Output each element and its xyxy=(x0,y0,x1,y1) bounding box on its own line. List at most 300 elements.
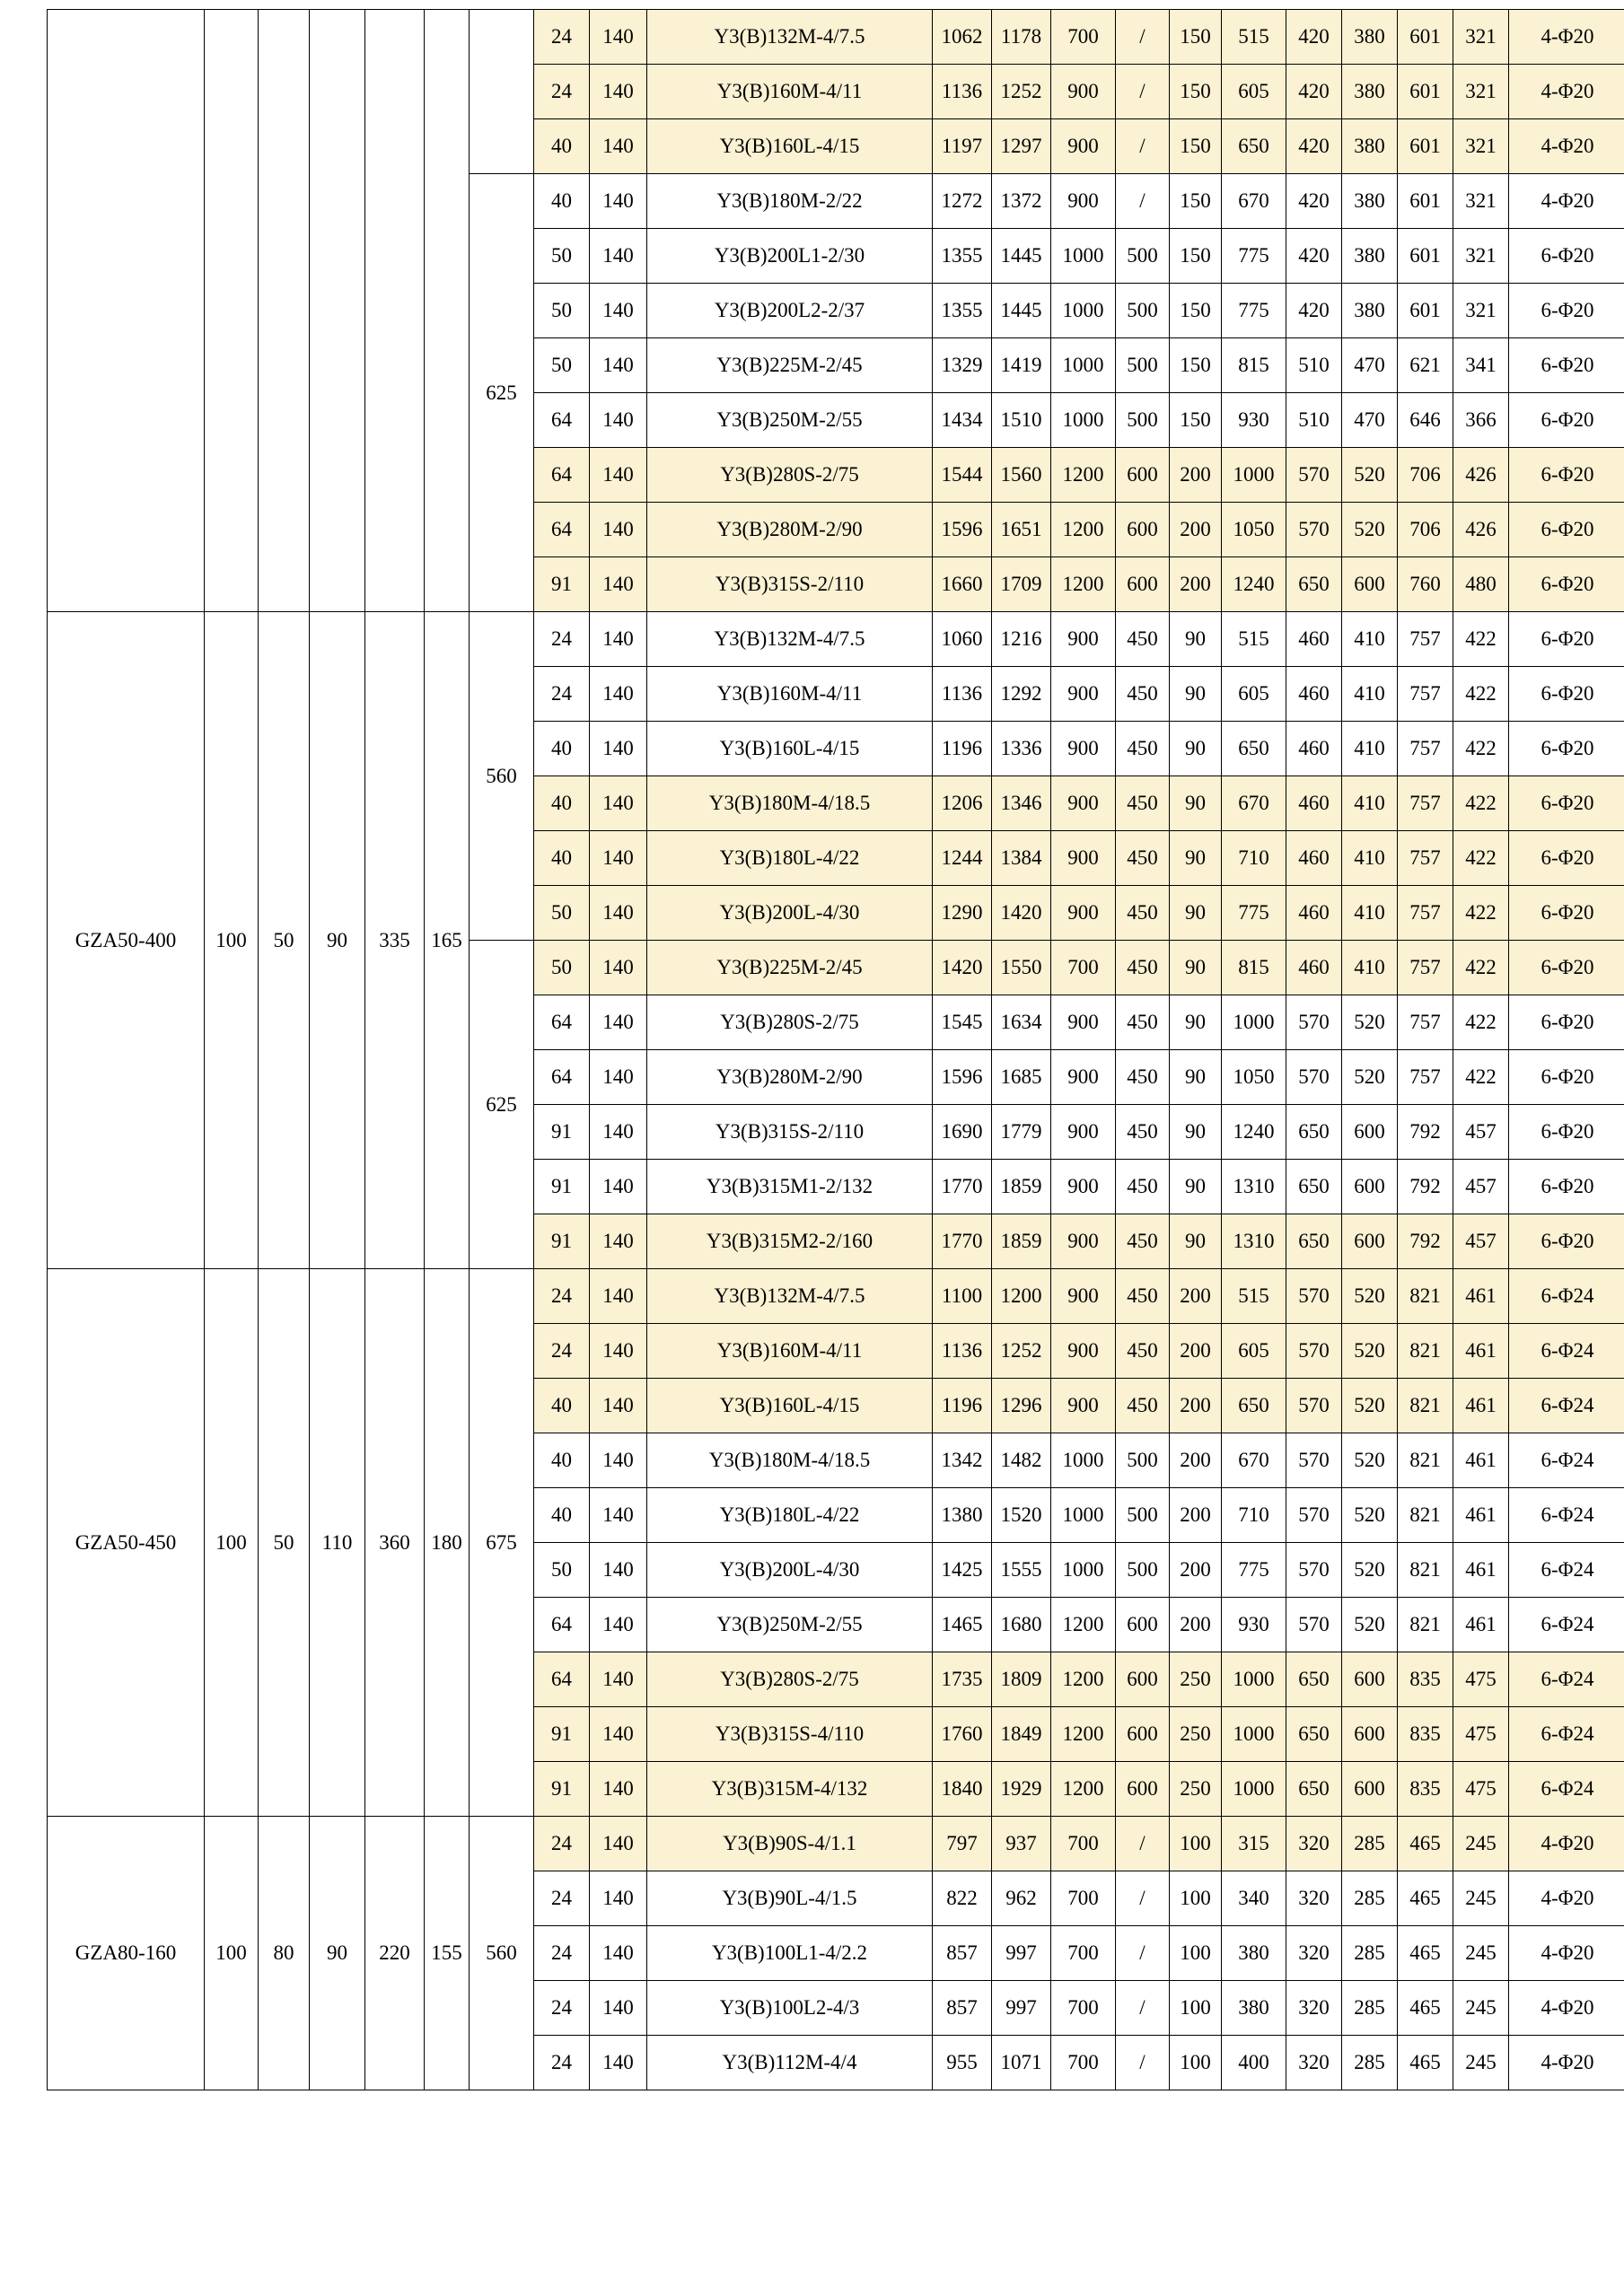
cell-q: 650 xyxy=(1286,1214,1342,1269)
cell-p: 1000 xyxy=(1222,1762,1286,1817)
cell-n: 100 xyxy=(1170,1817,1222,1871)
cell-m1: 700 xyxy=(1051,1981,1116,2036)
cell-l1: 1290 xyxy=(933,886,992,941)
cell-d: 360 xyxy=(365,1269,425,1817)
cell-r: 520 xyxy=(1342,1488,1398,1543)
cell-m2: 450 xyxy=(1116,1214,1170,1269)
cell-p: 650 xyxy=(1222,1379,1286,1433)
cell-s: 835 xyxy=(1398,1707,1453,1762)
cell-s: 835 xyxy=(1398,1652,1453,1707)
cell-n: 90 xyxy=(1170,776,1222,831)
cell-l2: 1520 xyxy=(992,1488,1051,1543)
cell-h: 140 xyxy=(590,612,647,667)
cell-n: 200 xyxy=(1170,1488,1222,1543)
cell-n: 200 xyxy=(1170,1598,1222,1652)
cell-l1: 1735 xyxy=(933,1652,992,1707)
cell-r: 520 xyxy=(1342,1433,1398,1488)
cell-r: 410 xyxy=(1342,722,1398,776)
cell-motor: Y3(B)315S-2/110 xyxy=(647,557,933,612)
cell-s: 821 xyxy=(1398,1598,1453,1652)
cell-q: 320 xyxy=(1286,2036,1342,2090)
cell-h: 140 xyxy=(590,886,647,941)
cell-m1: 1200 xyxy=(1051,557,1116,612)
cell-l1: 1060 xyxy=(933,612,992,667)
cell-motor: Y3(B)160M-4/11 xyxy=(647,65,933,119)
cell-l1: 1342 xyxy=(933,1433,992,1488)
cell-m1: 1200 xyxy=(1051,1598,1116,1652)
cell-n: 90 xyxy=(1170,1105,1222,1160)
cell-bolts: 6-Φ20 xyxy=(1509,831,1624,886)
cell-bolts: 6-Φ24 xyxy=(1509,1379,1624,1433)
cell-bolts: 6-Φ20 xyxy=(1509,557,1624,612)
cell-m1: 1200 xyxy=(1051,448,1116,503)
cell-g: 40 xyxy=(534,831,590,886)
cell-m2: 600 xyxy=(1116,1707,1170,1762)
cell-l2: 1372 xyxy=(992,174,1051,229)
cell-p: 650 xyxy=(1222,119,1286,174)
cell-motor: Y3(B)250M-2/55 xyxy=(647,393,933,448)
cell-l2: 1859 xyxy=(992,1160,1051,1214)
cell-e: 180 xyxy=(425,1269,470,1817)
cell-p: 710 xyxy=(1222,1488,1286,1543)
cell-l1: 1545 xyxy=(933,995,992,1050)
cell-bolts: 4-Φ20 xyxy=(1509,1981,1624,2036)
cell-model: GZA80-160 xyxy=(48,1817,205,2090)
cell-g: 24 xyxy=(534,1269,590,1324)
cell-q: 650 xyxy=(1286,1762,1342,1817)
cell-n: 90 xyxy=(1170,995,1222,1050)
cell-r: 600 xyxy=(1342,557,1398,612)
cell-q: 650 xyxy=(1286,557,1342,612)
cell-q: 460 xyxy=(1286,886,1342,941)
cell-r: 600 xyxy=(1342,1652,1398,1707)
cell-r: 285 xyxy=(1342,1926,1398,1981)
cell-r: 410 xyxy=(1342,886,1398,941)
cell-s: 757 xyxy=(1398,722,1453,776)
cell-t: 422 xyxy=(1453,886,1509,941)
cell-l1: 1355 xyxy=(933,229,992,284)
cell-h: 140 xyxy=(590,557,647,612)
cell-h: 140 xyxy=(590,284,647,338)
cell-motor: Y3(B)90L-4/1.5 xyxy=(647,1871,933,1926)
cell-t: 457 xyxy=(1453,1214,1509,1269)
cell-motor: Y3(B)100L1-4/2.2 xyxy=(647,1926,933,1981)
cell-l1: 822 xyxy=(933,1871,992,1926)
cell-h: 140 xyxy=(590,1652,647,1707)
cell-g: 24 xyxy=(534,2036,590,2090)
cell-g: 40 xyxy=(534,1433,590,1488)
cell-m1: 900 xyxy=(1051,667,1116,722)
cell-h: 140 xyxy=(590,503,647,557)
cell-t: 422 xyxy=(1453,667,1509,722)
table-row xyxy=(48,1817,1624,1871)
cell-t: 341 xyxy=(1453,338,1509,393)
cell-m2: / xyxy=(1116,174,1170,229)
cell-n: 250 xyxy=(1170,1707,1222,1762)
cell-r: 470 xyxy=(1342,338,1398,393)
cell-q: 420 xyxy=(1286,119,1342,174)
cell-bolts: 6-Φ20 xyxy=(1509,941,1624,995)
cell-m2: 600 xyxy=(1116,1598,1170,1652)
cell-t: 321 xyxy=(1453,65,1509,119)
cell-h: 140 xyxy=(590,941,647,995)
cell-t: 461 xyxy=(1453,1379,1509,1433)
cell-t: 461 xyxy=(1453,1269,1509,1324)
cell-bolts: 6-Φ20 xyxy=(1509,229,1624,284)
cell-l2: 1292 xyxy=(992,667,1051,722)
cell-q: 420 xyxy=(1286,174,1342,229)
cell-h: 140 xyxy=(590,1871,647,1926)
cell-bolts: 4-Φ20 xyxy=(1509,1817,1624,1871)
cell-s: 760 xyxy=(1398,557,1453,612)
cell-n: 90 xyxy=(1170,941,1222,995)
cell-r: 600 xyxy=(1342,1214,1398,1269)
cell-t: 422 xyxy=(1453,941,1509,995)
cell-h: 140 xyxy=(590,995,647,1050)
cell-s: 601 xyxy=(1398,10,1453,65)
cell-h: 140 xyxy=(590,1105,647,1160)
cell-f xyxy=(470,10,534,174)
cell-m1: 900 xyxy=(1051,119,1116,174)
cell-h: 140 xyxy=(590,1707,647,1762)
cell-a: 100 xyxy=(205,1817,259,2090)
cell-g: 64 xyxy=(534,1050,590,1105)
cell-s: 757 xyxy=(1398,776,1453,831)
cell-m2: 450 xyxy=(1116,612,1170,667)
cell-motor: Y3(B)200L1-2/30 xyxy=(647,229,933,284)
cell-g: 40 xyxy=(534,722,590,776)
cell-n: 100 xyxy=(1170,1926,1222,1981)
cell-l1: 1425 xyxy=(933,1543,992,1598)
cell-l1: 1062 xyxy=(933,10,992,65)
cell-t: 321 xyxy=(1453,10,1509,65)
cell-m1: 1200 xyxy=(1051,1707,1116,1762)
cell-r: 380 xyxy=(1342,229,1398,284)
cell-f: 625 xyxy=(470,174,534,612)
cell-m1: 700 xyxy=(1051,1817,1116,1871)
cell-n: 150 xyxy=(1170,119,1222,174)
cell-l1: 1544 xyxy=(933,448,992,503)
cell-n: 100 xyxy=(1170,1981,1222,2036)
cell-n: 200 xyxy=(1170,448,1222,503)
cell-motor: Y3(B)132M-4/7.5 xyxy=(647,10,933,65)
cell-bolts: 6-Φ24 xyxy=(1509,1324,1624,1379)
cell-model xyxy=(48,10,205,612)
cell-g: 50 xyxy=(534,1543,590,1598)
cell-m1: 900 xyxy=(1051,886,1116,941)
cell-m1: 1200 xyxy=(1051,503,1116,557)
cell-motor: Y3(B)200L2-2/37 xyxy=(647,284,933,338)
cell-p: 1310 xyxy=(1222,1214,1286,1269)
cell-h: 140 xyxy=(590,1488,647,1543)
cell-s: 821 xyxy=(1398,1269,1453,1324)
cell-n: 90 xyxy=(1170,612,1222,667)
cell-n: 90 xyxy=(1170,667,1222,722)
cell-g: 50 xyxy=(534,284,590,338)
cell-motor: Y3(B)100L2-4/3 xyxy=(647,1981,933,2036)
cell-m1: 900 xyxy=(1051,1379,1116,1433)
cell-bolts: 4-Φ20 xyxy=(1509,10,1624,65)
cell-g: 24 xyxy=(534,667,590,722)
cell-h: 140 xyxy=(590,1598,647,1652)
cell-s: 601 xyxy=(1398,229,1453,284)
cell-l1: 1770 xyxy=(933,1214,992,1269)
cell-g: 64 xyxy=(534,1652,590,1707)
cell-m2: 500 xyxy=(1116,338,1170,393)
cell-l1: 1197 xyxy=(933,119,992,174)
cell-n: 200 xyxy=(1170,1543,1222,1598)
cell-r: 520 xyxy=(1342,1379,1398,1433)
cell-m2: 450 xyxy=(1116,941,1170,995)
cell-q: 460 xyxy=(1286,612,1342,667)
cell-h: 140 xyxy=(590,174,647,229)
cell-motor: Y3(B)315S-4/110 xyxy=(647,1707,933,1762)
cell-l1: 1355 xyxy=(933,284,992,338)
cell-m2: / xyxy=(1116,65,1170,119)
cell-r: 380 xyxy=(1342,119,1398,174)
cell-bolts: 6-Φ20 xyxy=(1509,393,1624,448)
cell-g: 91 xyxy=(534,1160,590,1214)
cell-f: 675 xyxy=(470,1269,534,1817)
cell-m1: 1000 xyxy=(1051,1433,1116,1488)
cell-s: 706 xyxy=(1398,448,1453,503)
cell-bolts: 6-Φ24 xyxy=(1509,1762,1624,1817)
cell-l2: 1685 xyxy=(992,1050,1051,1105)
cell-q: 460 xyxy=(1286,667,1342,722)
cell-l2: 937 xyxy=(992,1817,1051,1871)
cell-n: 150 xyxy=(1170,65,1222,119)
cell-q: 570 xyxy=(1286,448,1342,503)
cell-q: 570 xyxy=(1286,1488,1342,1543)
cell-bolts: 6-Φ24 xyxy=(1509,1433,1624,1488)
cell-q: 570 xyxy=(1286,1324,1342,1379)
cell-m1: 900 xyxy=(1051,1160,1116,1214)
cell-r: 285 xyxy=(1342,2036,1398,2090)
cell-t: 321 xyxy=(1453,174,1509,229)
cell-p: 1240 xyxy=(1222,1105,1286,1160)
cell-l1: 1244 xyxy=(933,831,992,886)
cell-t: 457 xyxy=(1453,1160,1509,1214)
cell-m2: / xyxy=(1116,119,1170,174)
cell-l1: 1196 xyxy=(933,722,992,776)
cell-g: 91 xyxy=(534,1707,590,1762)
table-row xyxy=(48,612,1624,667)
cell-r: 410 xyxy=(1342,776,1398,831)
cell-motor: Y3(B)180M-4/18.5 xyxy=(647,1433,933,1488)
cell-bolts: 6-Φ20 xyxy=(1509,338,1624,393)
cell-r: 520 xyxy=(1342,1269,1398,1324)
cell-s: 601 xyxy=(1398,174,1453,229)
cell-m1: 700 xyxy=(1051,1871,1116,1926)
cell-l2: 1809 xyxy=(992,1652,1051,1707)
cell-bolts: 6-Φ20 xyxy=(1509,667,1624,722)
cell-n: 150 xyxy=(1170,229,1222,284)
cell-s: 601 xyxy=(1398,65,1453,119)
cell-g: 24 xyxy=(534,1871,590,1926)
cell-h: 140 xyxy=(590,1214,647,1269)
cell-a: 100 xyxy=(205,1269,259,1817)
cell-g: 50 xyxy=(534,941,590,995)
cell-r: 285 xyxy=(1342,1817,1398,1871)
cell-motor: Y3(B)250M-2/55 xyxy=(647,1598,933,1652)
cell-s: 465 xyxy=(1398,2036,1453,2090)
cell-l2: 1178 xyxy=(992,10,1051,65)
cell-m2: 600 xyxy=(1116,557,1170,612)
cell-h: 140 xyxy=(590,1379,647,1433)
cell-l1: 955 xyxy=(933,2036,992,2090)
cell-l1: 1596 xyxy=(933,503,992,557)
cell-s: 757 xyxy=(1398,831,1453,886)
cell-p: 1000 xyxy=(1222,995,1286,1050)
cell-c: 90 xyxy=(310,612,365,1269)
cell-m1: 900 xyxy=(1051,831,1116,886)
cell-h: 140 xyxy=(590,10,647,65)
cell-m2: 450 xyxy=(1116,1050,1170,1105)
cell-l1: 1840 xyxy=(933,1762,992,1817)
cell-s: 821 xyxy=(1398,1488,1453,1543)
cell-motor: Y3(B)160M-4/11 xyxy=(647,1324,933,1379)
cell-d xyxy=(365,10,425,612)
cell-bolts: 6-Φ20 xyxy=(1509,612,1624,667)
cell-g: 91 xyxy=(534,1214,590,1269)
cell-m2: / xyxy=(1116,1817,1170,1871)
cell-motor: Y3(B)132M-4/7.5 xyxy=(647,1269,933,1324)
cell-motor: Y3(B)225M-2/45 xyxy=(647,941,933,995)
cell-q: 420 xyxy=(1286,10,1342,65)
cell-l1: 857 xyxy=(933,1926,992,1981)
cell-h: 140 xyxy=(590,1324,647,1379)
cell-c: 90 xyxy=(310,1817,365,2090)
cell-n: 90 xyxy=(1170,1160,1222,1214)
cell-m2: 500 xyxy=(1116,229,1170,284)
cell-m1: 1000 xyxy=(1051,284,1116,338)
cell-l2: 1346 xyxy=(992,776,1051,831)
table-row xyxy=(48,1269,1624,1324)
cell-m2: 500 xyxy=(1116,1488,1170,1543)
cell-p: 930 xyxy=(1222,1598,1286,1652)
cell-s: 757 xyxy=(1398,995,1453,1050)
cell-q: 570 xyxy=(1286,1543,1342,1598)
cell-motor: Y3(B)90S-4/1.1 xyxy=(647,1817,933,1871)
cell-motor: Y3(B)280M-2/90 xyxy=(647,1050,933,1105)
cell-s: 757 xyxy=(1398,941,1453,995)
cell-s: 601 xyxy=(1398,119,1453,174)
cell-l2: 1849 xyxy=(992,1707,1051,1762)
cell-motor: Y3(B)132M-4/7.5 xyxy=(647,612,933,667)
cell-h: 140 xyxy=(590,338,647,393)
cell-r: 600 xyxy=(1342,1762,1398,1817)
cell-p: 400 xyxy=(1222,2036,1286,2090)
cell-l1: 1136 xyxy=(933,667,992,722)
cell-g: 40 xyxy=(534,174,590,229)
cell-l1: 1434 xyxy=(933,393,992,448)
cell-l2: 1482 xyxy=(992,1433,1051,1488)
cell-s: 465 xyxy=(1398,1817,1453,1871)
cell-h: 140 xyxy=(590,1981,647,2036)
cell-l2: 997 xyxy=(992,1926,1051,1981)
cell-r: 520 xyxy=(1342,1598,1398,1652)
cell-g: 40 xyxy=(534,1379,590,1433)
cell-q: 510 xyxy=(1286,393,1342,448)
cell-q: 460 xyxy=(1286,831,1342,886)
cell-m1: 900 xyxy=(1051,612,1116,667)
cell-l2: 1445 xyxy=(992,284,1051,338)
cell-n: 90 xyxy=(1170,1050,1222,1105)
cell-t: 461 xyxy=(1453,1543,1509,1598)
cell-motor: Y3(B)160L-4/15 xyxy=(647,119,933,174)
cell-p: 1310 xyxy=(1222,1160,1286,1214)
cell-d: 335 xyxy=(365,612,425,1269)
cell-motor: Y3(B)200L-4/30 xyxy=(647,886,933,941)
cell-l1: 1660 xyxy=(933,557,992,612)
cell-g: 91 xyxy=(534,1762,590,1817)
cell-b: 50 xyxy=(259,612,310,1269)
cell-g: 64 xyxy=(534,448,590,503)
cell-motor: Y3(B)315M1-2/132 xyxy=(647,1160,933,1214)
cell-m1: 1000 xyxy=(1051,229,1116,284)
cell-q: 650 xyxy=(1286,1652,1342,1707)
cell-t: 422 xyxy=(1453,722,1509,776)
cell-l2: 1252 xyxy=(992,65,1051,119)
cell-t: 461 xyxy=(1453,1324,1509,1379)
cell-p: 775 xyxy=(1222,1543,1286,1598)
cell-q: 320 xyxy=(1286,1981,1342,2036)
cell-g: 40 xyxy=(534,1488,590,1543)
cell-m1: 1200 xyxy=(1051,1652,1116,1707)
cell-m2: 500 xyxy=(1116,393,1170,448)
cell-p: 605 xyxy=(1222,667,1286,722)
cell-l1: 1100 xyxy=(933,1269,992,1324)
cell-p: 605 xyxy=(1222,65,1286,119)
cell-g: 64 xyxy=(534,393,590,448)
cell-q: 320 xyxy=(1286,1817,1342,1871)
cell-g: 91 xyxy=(534,1105,590,1160)
cell-m2: 450 xyxy=(1116,1160,1170,1214)
cell-motor: Y3(B)160L-4/15 xyxy=(647,1379,933,1433)
cell-bolts: 6-Φ20 xyxy=(1509,886,1624,941)
cell-s: 621 xyxy=(1398,338,1453,393)
cell-bolts: 6-Φ24 xyxy=(1509,1652,1624,1707)
cell-s: 821 xyxy=(1398,1379,1453,1433)
cell-r: 410 xyxy=(1342,667,1398,722)
cell-p: 1240 xyxy=(1222,557,1286,612)
cell-h: 140 xyxy=(590,1160,647,1214)
cell-s: 792 xyxy=(1398,1105,1453,1160)
cell-m2: 500 xyxy=(1116,1433,1170,1488)
cell-h: 140 xyxy=(590,448,647,503)
cell-r: 380 xyxy=(1342,65,1398,119)
cell-model: GZA50-400 xyxy=(48,612,205,1269)
cell-g: 24 xyxy=(534,10,590,65)
cell-e xyxy=(425,10,470,612)
cell-t: 461 xyxy=(1453,1433,1509,1488)
cell-t: 480 xyxy=(1453,557,1509,612)
cell-q: 570 xyxy=(1286,995,1342,1050)
cell-bolts: 4-Φ20 xyxy=(1509,2036,1624,2090)
cell-q: 650 xyxy=(1286,1707,1342,1762)
table-row xyxy=(48,10,1624,65)
cell-p: 380 xyxy=(1222,1981,1286,2036)
cell-r: 285 xyxy=(1342,1981,1398,2036)
cell-bolts: 6-Φ20 xyxy=(1509,284,1624,338)
cell-g: 50 xyxy=(534,229,590,284)
cell-p: 710 xyxy=(1222,831,1286,886)
cell-n: 200 xyxy=(1170,557,1222,612)
cell-q: 570 xyxy=(1286,503,1342,557)
cell-l2: 1555 xyxy=(992,1543,1051,1598)
cell-m1: 900 xyxy=(1051,722,1116,776)
cell-l1: 1420 xyxy=(933,941,992,995)
